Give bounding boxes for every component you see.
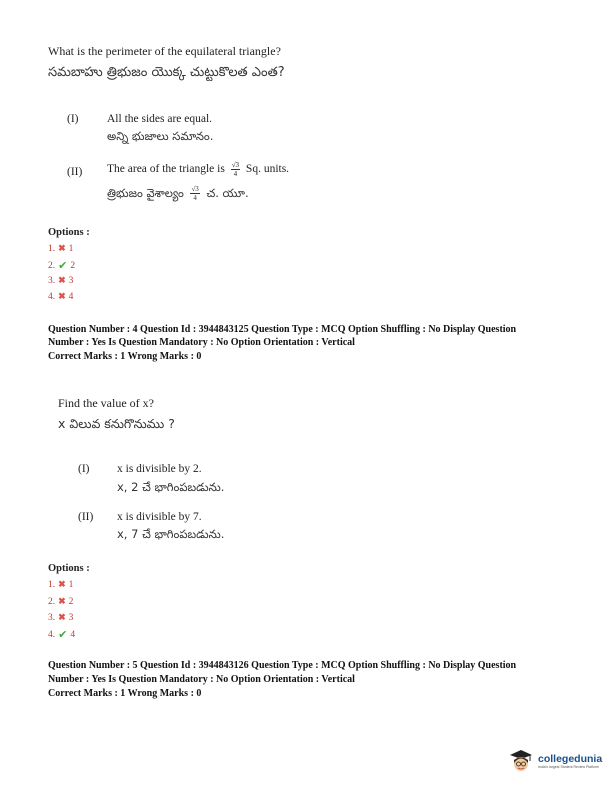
q3-options-title: Options : [48, 227, 90, 238]
logo-name: collegedunia [538, 753, 603, 765]
option-number: 2. [48, 260, 56, 271]
q4-option-3[interactable] [48, 612, 73, 623]
q4-s2-te: x, 7 చే భాగింపబడును. [117, 527, 225, 541]
q3-s2-en-pre: The area of the triangle is [107, 163, 225, 176]
cross-icon: ✖ [58, 612, 66, 622]
cross-icon: ✖ [58, 275, 66, 285]
option-label: 4 [68, 291, 74, 302]
q3-s2-te-frac-top: √3 [191, 185, 199, 193]
q4-meta-line1: Question Number : 4 Question Id : 3944843125 Question Type : MCQ Option Shuffling : No Display Question [48, 324, 517, 335]
option-label: 3 [68, 612, 74, 623]
graduate-avatar-icon [508, 748, 534, 774]
q3-s2-frac-top: √3 [231, 161, 240, 169]
collegedunia-logo[interactable] [508, 748, 602, 774]
logo-tagline: India's largest Student Review Platform [538, 765, 599, 769]
q4-s2-en: x is divisible by 7. [117, 511, 202, 523]
option-number: 4. [48, 629, 56, 640]
q3-option-3[interactable] [48, 275, 73, 286]
q3-question-en: What is the perimeter of the equilateral triangle? [48, 44, 281, 58]
q4-option-4[interactable] [48, 628, 75, 641]
cross-icon: ✖ [58, 579, 66, 589]
q3-s2-num: (II) [67, 166, 83, 178]
option-number: 3. [48, 275, 56, 286]
option-number: 1. [48, 579, 56, 590]
q3-option-1[interactable] [48, 243, 73, 254]
cross-icon: ✖ [58, 291, 66, 301]
q3-s2-te [107, 185, 249, 203]
option-label: 1 [68, 579, 74, 590]
q4-meta-line2: Number : Yes Is Question Mandatory : No Option Orientation : Vertical [48, 337, 355, 348]
q5-meta-line3: Correct Marks : 1 Wrong Marks : 0 [48, 688, 202, 699]
option-number: 1. [48, 243, 56, 254]
q3-s2-te-fraction [190, 185, 199, 202]
q3-s1-en: All the sides are equal. [107, 113, 213, 125]
q4-question-en: Find the value of x? [58, 396, 154, 410]
q4-s1-num: (I) [78, 463, 90, 475]
q4-s1-te: x, 2 చే భాగింపబడును. [117, 480, 225, 494]
cross-icon: ✖ [58, 596, 66, 606]
option-number: 4. [48, 291, 56, 302]
q3-s2-en-post: Sq. units. [245, 163, 290, 176]
q5-meta-line2: Number : Yes Is Question Mandatory : No Option Orientation : Vertical [48, 674, 355, 685]
q4-meta-line3: Correct Marks : 1 Wrong Marks : 0 [48, 351, 202, 362]
q4-option-2[interactable] [48, 596, 73, 607]
q3-option-2[interactable] [48, 259, 75, 272]
option-label: 1 [68, 243, 74, 254]
q3-s1-te: అన్ని భుజాలు సమానం. [107, 129, 214, 143]
q4-options-title: Options : [48, 563, 90, 574]
check-icon: ✔ [58, 260, 68, 272]
option-label: 3 [68, 275, 74, 286]
q4-s2-num: (II) [78, 511, 94, 523]
option-number: 3. [48, 612, 56, 623]
q3-s1-num: (I) [67, 113, 79, 125]
option-number: 2. [48, 596, 56, 607]
q3-s2-te-frac-bot: 4 [193, 194, 197, 202]
q4-question-te: x విలువ కనుగొనుము ? [58, 416, 175, 431]
q3-s2-frac-bot: 4 [233, 170, 238, 178]
q3-question-te: సమబాహు త్రిభుజం యొక్క చుట్టుకొలత ఎంత? [48, 65, 285, 80]
q3-s2-en [107, 161, 289, 178]
logo-text-block [538, 753, 602, 769]
option-label: 2 [70, 260, 76, 271]
option-label: 4 [70, 629, 76, 640]
check-icon: ✔ [58, 629, 68, 641]
q3-option-4[interactable] [48, 291, 73, 302]
q5-meta-line1: Question Number : 5 Question Id : 3944843126 Question Type : MCQ Option Shuffling : No Display Question [48, 660, 517, 671]
cross-icon: ✖ [58, 243, 66, 253]
q3-s2-te-post: చ. యూ. [206, 186, 249, 200]
q3-s2-te-pre: త్రిభుజం వైశాల్యం [107, 186, 184, 200]
option-label: 2 [68, 596, 74, 607]
q4-option-1[interactable] [48, 579, 73, 590]
q3-s2-fraction [231, 161, 240, 178]
q4-s1-en: x is divisible by 2. [117, 463, 202, 475]
